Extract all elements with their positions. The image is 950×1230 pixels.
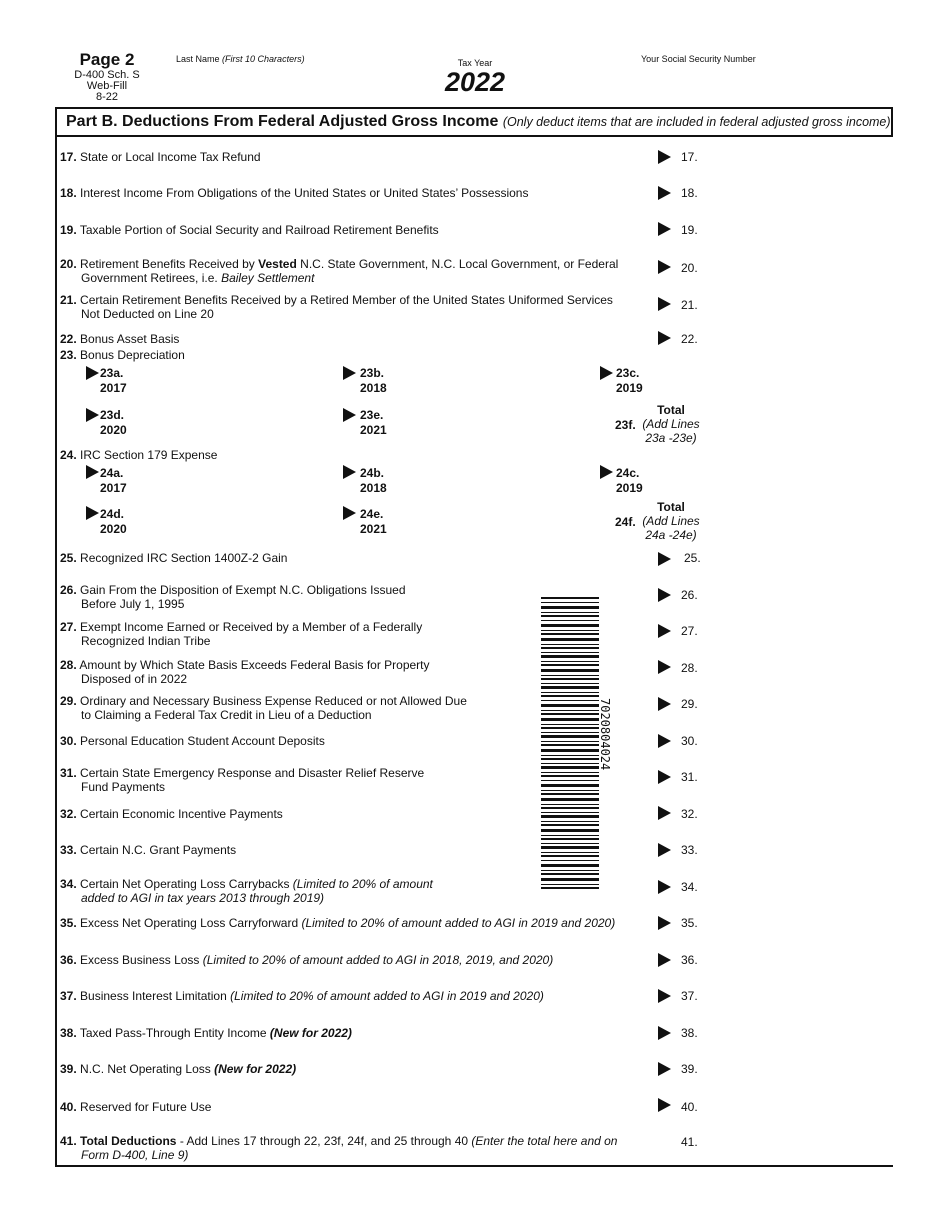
line-ref-21: 21.	[681, 298, 698, 312]
arrow-icon	[658, 1062, 671, 1076]
line-label-italic: (Limited to 20% of amount	[292, 877, 433, 891]
line-26	[60, 583, 530, 611]
arrow-icon	[658, 916, 671, 930]
line-41	[60, 1134, 650, 1162]
arrow-icon	[658, 297, 671, 311]
arrow-icon	[658, 953, 671, 967]
line-25	[60, 551, 650, 565]
part-b-title-text: Part B. Deductions From Federal Adjusted Gross Income	[66, 113, 499, 130]
line-ref-41: 41.	[681, 1135, 698, 1149]
line-label-italic: (Enter the total here and on	[471, 1134, 618, 1148]
line-number: 31.	[60, 766, 77, 780]
sub-year: 2017	[100, 381, 127, 395]
line-27	[60, 620, 530, 648]
line-label: - Add Lines 17 through 22, 23f, 24f, and 25 through 40	[176, 1134, 472, 1148]
total-label: Total	[657, 500, 685, 514]
line-label-note: (New for 2022)	[269, 1026, 352, 1040]
arrow-icon	[600, 465, 613, 479]
ssn-label: Your Social Security Number	[641, 54, 756, 64]
tax-year-label: Tax Year	[457, 58, 493, 68]
line-ref-19: 19.	[681, 223, 698, 237]
sub-24a[interactable]	[100, 466, 127, 496]
arrow-icon	[658, 843, 671, 857]
line-ref-39: 39.	[681, 1062, 698, 1076]
line-number: 40.	[60, 1100, 77, 1114]
line-label-cont: Form D-400, Line 9)	[81, 1148, 189, 1162]
total-23f-label: 23f.	[615, 418, 636, 432]
line-ref-17: 17.	[681, 150, 698, 164]
line-number: 22.	[60, 332, 77, 346]
line-ref-38: 38.	[681, 1026, 698, 1040]
line-number: 27.	[60, 620, 77, 634]
line-number: 30.	[60, 734, 77, 748]
line-35	[60, 916, 650, 930]
line-number: 41.	[60, 1134, 77, 1148]
line-number: 36.	[60, 953, 77, 967]
line-ref-29: 29.	[681, 697, 698, 711]
line-label: Ordinary and Necessary Business Expense Reduced or not Allowed Due	[80, 694, 467, 708]
total-note: 23a -23e)	[645, 431, 697, 445]
line-label-italic: (Limited to 20% of amount added to AGI in 2019 and 2020)	[230, 989, 544, 1003]
line-ref-33: 33.	[681, 843, 698, 857]
line-20	[60, 257, 650, 285]
sub-label: 24a.	[100, 466, 124, 480]
arrow-icon	[658, 806, 671, 820]
line-ref-32: 32.	[681, 807, 698, 821]
sub-23e[interactable]	[360, 408, 387, 438]
total-note: (Add Lines	[642, 514, 700, 528]
line-ref-34: 34.	[681, 880, 698, 894]
line-label: Certain State Emergency Response and Disaster Relief Reserve	[80, 766, 425, 780]
line-34	[60, 877, 530, 905]
arrow-icon	[658, 186, 671, 200]
line-number: 17.	[60, 150, 77, 164]
arrow-icon	[658, 1098, 671, 1112]
line-label: Exempt Income Earned or Received by a Member of a Federally	[80, 620, 423, 634]
arrow-icon	[343, 366, 356, 380]
sub-24b[interactable]	[360, 466, 387, 496]
arrow-icon	[658, 331, 671, 345]
total-24f	[641, 500, 701, 542]
sub-label: 23b.	[360, 366, 385, 380]
total-note: 24a -24e)	[645, 528, 697, 542]
sub-label: 23d.	[100, 408, 125, 422]
arrow-icon	[658, 697, 671, 711]
line-label-cont: Before July 1, 1995	[81, 597, 185, 611]
line-33	[60, 843, 530, 857]
line-30	[60, 734, 530, 748]
line-number: 29.	[60, 694, 77, 708]
line-label-italic: (Limited to 20% of amount added to AGI in 2018, 2019, and 2020)	[202, 953, 554, 967]
line-number: 38.	[60, 1026, 77, 1040]
page-header-block	[66, 50, 148, 103]
sub-label: 24b.	[360, 466, 385, 480]
sub-year: 2019	[616, 381, 643, 395]
sub-year: 2021	[360, 522, 387, 536]
sub-label: 24c.	[616, 466, 640, 480]
line-label-cont: Not Deducted on Line 20	[81, 307, 214, 321]
arrow-icon	[658, 150, 671, 164]
line-label: Recognized IRC Section 1400Z-2 Gain	[80, 551, 288, 565]
line-label: Interest Income From Obligations of the United States or United States’ Possessions	[80, 186, 529, 200]
line-ref-31: 31.	[681, 770, 698, 784]
line-number: 24.	[60, 448, 77, 462]
line-label: Reserved for Future Use	[80, 1100, 212, 1114]
line-label: Government Retirees, i.e.	[81, 271, 222, 285]
sub-24e[interactable]	[360, 507, 387, 537]
sub-label: 23c.	[616, 366, 640, 380]
line-ref-37: 37.	[681, 989, 698, 1003]
line-ref-28: 28.	[681, 661, 698, 675]
line-label: Certain Net Operating Loss Carrybacks	[80, 877, 293, 891]
line-label: Personal Education Student Account Deposits	[80, 734, 325, 748]
arrow-icon	[343, 465, 356, 479]
line-number: 23.	[60, 348, 77, 362]
line-ref-27: 27.	[681, 624, 698, 638]
total-label: Total	[657, 403, 685, 417]
barcode-number: 7020804024	[598, 698, 612, 771]
left-border	[55, 137, 57, 1167]
sub-23c[interactable]	[616, 366, 643, 396]
sub-23b[interactable]	[360, 366, 387, 396]
line-number: 20.	[60, 257, 77, 271]
line-31	[60, 766, 530, 794]
arrow-icon	[343, 506, 356, 520]
line-32	[60, 807, 530, 821]
total-24f-label: 24f.	[615, 515, 636, 529]
line-label-cont: Disposed of in 2022	[81, 672, 188, 686]
last-name-label-note: (First 10 Characters)	[222, 54, 305, 64]
arrow-icon	[658, 989, 671, 1003]
form-id: D-400 Sch. S	[74, 69, 140, 81]
line-ref-35: 35.	[681, 916, 698, 930]
sub-year: 2018	[360, 481, 387, 495]
sub-year: 2017	[100, 481, 127, 495]
line-label: Certain N.C. Grant Payments	[80, 843, 237, 857]
arrow-icon	[658, 552, 671, 566]
line-number: 19.	[60, 223, 77, 237]
tax-year: 2022	[444, 67, 506, 97]
arrow-icon	[658, 588, 671, 602]
line-label: State or Local Income Tax Refund	[80, 150, 261, 164]
arrow-icon	[86, 366, 99, 380]
arrow-icon	[86, 506, 99, 520]
part-b-title	[66, 113, 891, 131]
sub-label: 23a.	[100, 366, 124, 380]
line-number: 25.	[60, 551, 77, 565]
line-label-note: (New for 2022)	[214, 1062, 297, 1076]
sub-year: 2018	[360, 381, 387, 395]
sub-year: 2020	[100, 423, 127, 437]
arrow-icon	[86, 408, 99, 422]
line-label-cont: Fund Payments	[81, 780, 166, 794]
total-note: (Add Lines	[642, 417, 700, 431]
line-number: 39.	[60, 1062, 77, 1076]
line-19	[60, 223, 650, 237]
line-38	[60, 1026, 650, 1040]
line-label: IRC Section 179 Expense	[80, 448, 218, 462]
line-ref-25: 25.	[684, 551, 701, 565]
line-number: 18.	[60, 186, 77, 200]
sub-label: 23e.	[360, 408, 384, 422]
line-label: N.C. Net Operating Loss	[80, 1062, 215, 1076]
line-18	[60, 186, 650, 200]
line-ref-22: 22.	[681, 332, 698, 346]
line-label: Retirement Benefits Received by	[80, 257, 259, 271]
line-label-bold: Total Deductions	[80, 1134, 177, 1148]
line-label-italic: (Limited to 20% of amount added to AGI in 2019 and 2020)	[301, 916, 616, 930]
sub-24d[interactable]	[100, 507, 127, 537]
sub-label: 24d.	[100, 507, 125, 521]
last-name-label	[176, 54, 305, 64]
line-label: Certain Retirement Benefits Received by a Retired Member of the United States Uniformed Services	[80, 293, 613, 307]
arrow-icon	[658, 660, 671, 674]
line-label: Amount by Which State Basis Exceeds Federal Basis for Property	[79, 658, 430, 672]
line-label: Certain Economic Incentive Payments	[80, 807, 283, 821]
line-label: Excess Business Loss	[80, 953, 203, 967]
line-label: Bonus Depreciation	[80, 348, 185, 362]
line-ref-20: 20.	[681, 261, 698, 275]
line-ref-26: 26.	[681, 588, 698, 602]
line-number: 34.	[60, 877, 77, 891]
arrow-icon	[658, 1026, 671, 1040]
line-40	[60, 1100, 650, 1114]
line-label-cont: to Claiming a Federal Tax Credit in Lieu of a Deduction	[81, 708, 372, 722]
line-label: Bonus Asset Basis	[80, 332, 180, 346]
line-21	[60, 293, 650, 321]
line-number: 37.	[60, 989, 77, 1003]
line-label: Taxed Pass-Through Entity Income	[79, 1026, 270, 1040]
arrow-icon	[658, 260, 671, 274]
last-name-label-text: Last Name	[176, 54, 220, 64]
line-label: Taxable Portion of Social Security and Railroad Retirement Benefits	[79, 223, 439, 237]
line-label-cont: Recognized Indian Tribe	[81, 634, 211, 648]
part-b-title-note: (Only deduct items that are included in federal adjusted gross income)	[502, 115, 891, 129]
line-ref-30: 30.	[681, 734, 698, 748]
sub-year: 2020	[100, 522, 127, 536]
line-number: 28.	[60, 658, 77, 672]
line-28	[60, 658, 530, 686]
line-label-italic: Bailey Settlement	[221, 271, 315, 285]
line-39	[60, 1062, 650, 1076]
line-label: N.C. State Government, N.C. Local Government, or Federal	[296, 257, 619, 271]
line-24	[60, 448, 650, 462]
line-label: Excess Net Operating Loss Carryforward	[80, 916, 302, 930]
line-number: 33.	[60, 843, 77, 857]
total-23f	[641, 403, 701, 445]
sub-year: 2019	[616, 481, 643, 495]
line-number: 21.	[60, 293, 77, 307]
line-ref-36: 36.	[681, 953, 698, 967]
line-17	[60, 150, 650, 164]
arrow-icon	[86, 465, 99, 479]
arrow-icon	[600, 366, 613, 380]
sub-year: 2021	[360, 423, 387, 437]
line-36	[60, 953, 650, 967]
line-label: Gain From the Disposition of Exempt N.C. Obligations Issued	[80, 583, 406, 597]
arrow-icon	[658, 734, 671, 748]
barcode	[541, 597, 599, 889]
line-37	[60, 989, 650, 1003]
arrow-icon	[658, 770, 671, 784]
line-ref-40: 40.	[681, 1100, 698, 1114]
line-29	[60, 694, 530, 722]
arrow-icon	[658, 222, 671, 236]
tax-year-block	[440, 58, 510, 96]
line-number: 35.	[60, 916, 77, 930]
arrow-icon	[343, 408, 356, 422]
line-23	[60, 348, 650, 362]
line-ref-18: 18.	[681, 186, 698, 200]
line-label-bold: Vested	[258, 257, 297, 271]
page-number: Page 2	[79, 50, 135, 69]
arrow-icon	[658, 880, 671, 894]
sub-23d[interactable]	[100, 408, 127, 438]
line-number: 32.	[60, 807, 77, 821]
arrow-icon	[658, 624, 671, 638]
line-label-cont: added to AGI in tax years 2013 through 2019)	[81, 891, 325, 905]
webfill-label: Web-Fill	[86, 80, 128, 92]
sub-23a[interactable]	[100, 366, 127, 396]
sub-label: 24e.	[360, 507, 384, 521]
line-number: 26.	[60, 583, 77, 597]
sub-24c[interactable]	[616, 466, 643, 496]
line-22	[60, 332, 650, 346]
revision-label: 8-22	[95, 91, 119, 103]
line-label: Business Interest Limitation	[80, 989, 231, 1003]
bottom-border	[55, 1165, 893, 1167]
